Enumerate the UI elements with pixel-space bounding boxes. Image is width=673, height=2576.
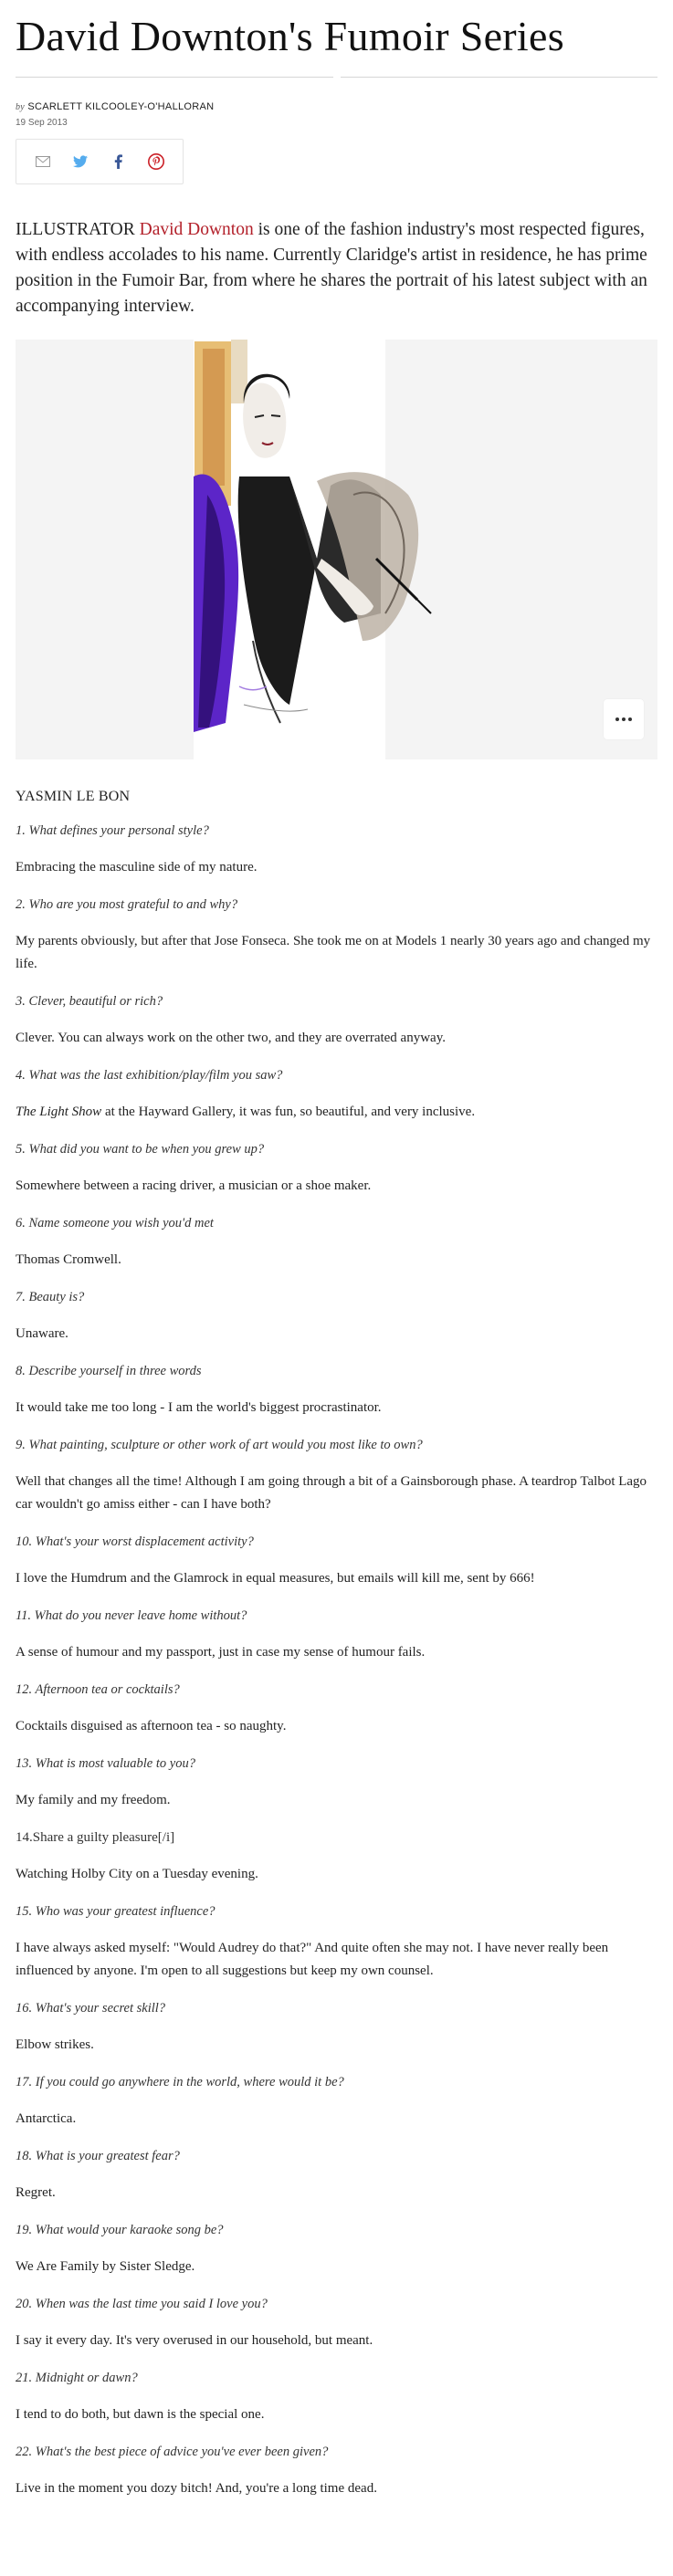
interview-answer: Clever. You can always work on the other two, and they are overrated anyway. <box>16 1031 446 1045</box>
interview-answer: My family and my freedom. <box>16 1793 171 1807</box>
interview-answer: It would take me too long - I am the world's biggest procrastinator. <box>16 1400 382 1415</box>
interview-question: 9. What painting, sculpture or other work of art would you most like to own? <box>16 1438 423 1452</box>
interview-answer: I have always asked myself: "Would Audrey do that?" And quite often she may not. I have never really been influenced by anyone. I'm open to all suggestions but keep my own counsel. <box>16 1941 609 1978</box>
publish-date: 19 Sep 2013 <box>16 118 68 128</box>
interview-question: 15. Who was your greatest influence? <box>16 1904 216 1919</box>
interview-question: 7. Beauty is? <box>16 1290 85 1304</box>
interview-answer: Live in the moment you dozy bitch! And, you're a long time dead. <box>16 2481 377 2496</box>
interview-question: 22. What's the best piece of advice you've ever been given? <box>16 2445 329 2459</box>
interview-answer: Somewhere between a racing driver, a musician or a shoe maker. <box>16 1178 372 1193</box>
interview-question: 16. What's your secret skill? <box>16 2001 166 2016</box>
interview-answer: I say it every day. It's very overused in our household, but meant. <box>16 2333 373 2348</box>
article-intro <box>16 217 657 319</box>
interview-answer: Elbow strikes. <box>16 2037 94 2052</box>
interview-question: 8. Describe yourself in three words <box>16 1364 202 1378</box>
email-icon[interactable] <box>30 149 56 174</box>
interview-question: 21. Midnight or dawn? <box>16 2371 138 2385</box>
interview-question: 14.Share a guilty pleasure[/i] <box>16 1830 175 1845</box>
portrait-illustration <box>16 340 657 759</box>
interview-answer: Cocktails disguised as afternoon tea - so naughty. <box>16 1719 287 1733</box>
twitter-icon[interactable] <box>68 149 93 174</box>
interview-subject: YASMIN LE BON <box>16 789 131 804</box>
interview-answer: Regret. <box>16 2185 56 2200</box>
interview-question: 18. What is your greatest fear? <box>16 2149 180 2163</box>
title-divider <box>16 77 657 78</box>
interview-question: 19. What would your karaoke song be? <box>16 2223 224 2237</box>
interview-answer: I tend to do both, but dawn is the special one. <box>16 2407 265 2422</box>
byline <box>16 101 657 112</box>
interview-question: 20. When was the last time you said I love you? <box>16 2297 268 2311</box>
article-title: David Downton's Fumoir Series <box>16 13 564 59</box>
facebook-icon[interactable] <box>106 149 131 174</box>
more-dots-icon <box>615 717 633 722</box>
intro-before: ILLUSTRATOR <box>16 220 140 239</box>
interview-answer: Antarctica. <box>16 2111 77 2126</box>
interview-question: 5. What did you want to be when you grew up? <box>16 1142 265 1157</box>
interview-question: 2. Who are you most grateful to and why? <box>16 897 238 912</box>
interview-answer: Unaware. <box>16 1326 68 1341</box>
interview-answer: Thomas Cromwell. <box>16 1252 121 1267</box>
interview-question: 17. If you could go anywhere in the world, where would it be? <box>16 2075 344 2089</box>
interview-list <box>16 822 657 2500</box>
hero-illustration <box>16 340 657 759</box>
interview-question: 3. Clever, beautiful or rich? <box>16 994 163 1009</box>
interview-answer: A sense of humour and my passport, just in case my sense of humour fails. <box>16 1645 426 1660</box>
byline-prefix: by <box>16 102 26 112</box>
interview-question: 11. What do you never leave home without? <box>16 1608 247 1623</box>
interview-answer <box>16 1101 657 1124</box>
interview-answer: I love the Humdrum and the Glamrock in equal measures, but emails will kill me, sent by 666! <box>16 1571 535 1586</box>
author-link[interactable]: SCARLETT KILCOOLEY-O'HALLORAN <box>27 101 215 112</box>
interview-question: 4. What was the last exhibition/play/film you saw? <box>16 1068 283 1083</box>
interview-question: 1. What defines your personal style? <box>16 823 209 838</box>
interview-answer: My parents obviously, but after that Jose Fonseca. She took me on at Models 1 nearly 30 years ago and changed my life. <box>16 934 651 971</box>
answer-italic-title: The Light Show <box>16 1105 102 1119</box>
interview-answer: Well that changes all the time! Although I am going through a bit of a Gainsborough phase. A teardrop Talbot Lago car wouldn't go amiss either - can I have both? <box>16 1474 647 1512</box>
share-bar <box>16 139 184 184</box>
answer-text: at the Hayward Gallery, it was fun, so beautiful, and very inclusive. <box>101 1105 476 1119</box>
interview-answer: Watching Holby City on a Tuesday evening. <box>16 1867 258 1881</box>
interview-question: 12. Afternoon tea or cocktails? <box>16 1682 180 1697</box>
more-options-button[interactable] <box>604 699 644 739</box>
interview-answer: We Are Family by Sister Sledge. <box>16 2259 195 2274</box>
interview-answer: Embracing the masculine side of my nature. <box>16 860 258 874</box>
pinterest-icon[interactable] <box>143 149 169 174</box>
interview-question: 10. What's your worst displacement activity? <box>16 1534 254 1549</box>
intro-after: is one of the fashion industry's most respected figures, with endless accolades to his name. Currently Claridge's artist in residence, he has prime position in the Fumoir Bar, from where he shares the portrait of his latest subject with an accompanying interview. <box>16 220 647 316</box>
interview-question: 6. Name someone you wish you'd met <box>16 1216 214 1230</box>
interview-question: 13. What is most valuable to you? <box>16 1756 195 1771</box>
illustrator-link[interactable]: David Downton <box>139 220 254 239</box>
